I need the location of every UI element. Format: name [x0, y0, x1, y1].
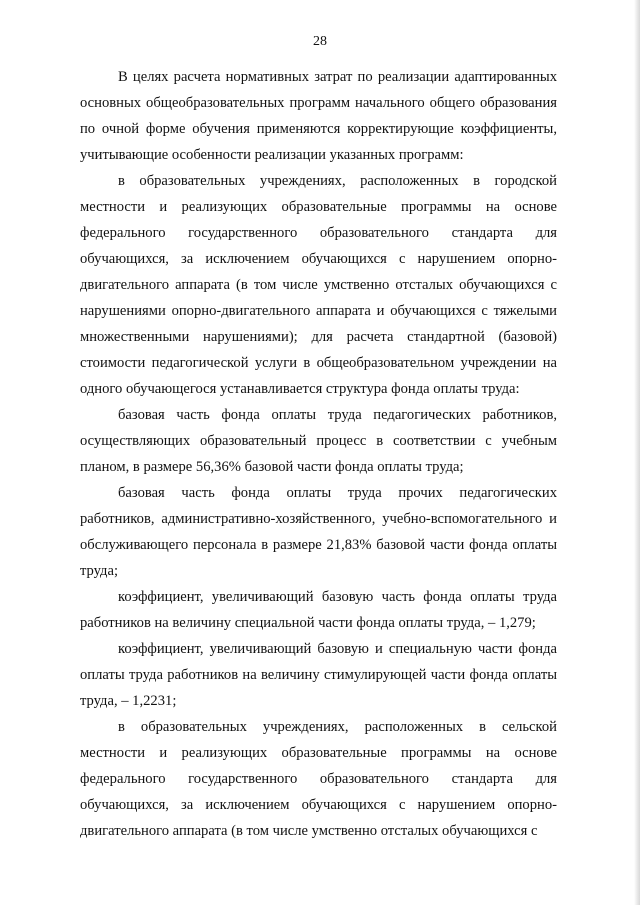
- paragraph-urban-schools: в образовательных учреждениях, расположенных в городской местности и реализующих образовательные программы на основе федерального государственного образовательного стандарта для обучающихся, за исключением обучающихся с нарушением опорно-двигательного аппарата (в том числе умственно отсталых обучающихся с нарушениями опорно-двигательного аппарата и обучающихся с тяжелыми множественными нарушениями); для расчета стандартной (базовой) стоимости педагогической услуги в общеобразовательном учреждении на одного обучающегося устанавливается структура фонда оплаты труда:: [80, 173, 557, 397]
- paragraph-special-coefficient: коэффициент, увеличивающий базовую часть фонда оплаты труда работников на величину специальной части фонда оплаты труда, – 1,279;: [80, 589, 557, 631]
- paragraph-incentive-coefficient: коэффициент, увеличивающий базовую и специальную части фонда оплаты труда работников на величину стимулирующей части фонда оплаты труда, – 1,2231;: [80, 641, 557, 709]
- paragraph-teacher-base-pay: базовая часть фонда оплаты труда педагогических работников, осуществляющих образовательный процесс в соответствии с учебным планом, в размере 56,36% базовой части фонда оплаты труда;: [80, 407, 557, 475]
- paragraph-intro: В целях расчета нормативных затрат по реализации адаптированных основных общеобразовательных программ начального общего образования по очной форме обучения применяются корректирующие коэффициенты, учитывающие особенности реализации указанных программ:: [80, 69, 557, 163]
- page-number: 28: [313, 34, 327, 49]
- document-body: [80, 64, 557, 844]
- paragraph-rural-schools: в образовательных учреждениях, расположенных в сельской местности и реализующих образовательные программы на основе федерального государственного образовательного стандарта для обучающихся, за исключением обучающихся с нарушением опорно-двигательного аппарата (в том числе умственно отсталых обучающихся с: [80, 719, 557, 839]
- paragraph-other-staff-base-pay: базовая часть фонда оплаты труда прочих педагогических работников, административно-хозяйственного, учебно-вспомогательного и обслуживающего персонала в размере 21,83% базовой части фонда оплаты труда;: [80, 485, 557, 579]
- page-edge-shadow: [634, 0, 640, 905]
